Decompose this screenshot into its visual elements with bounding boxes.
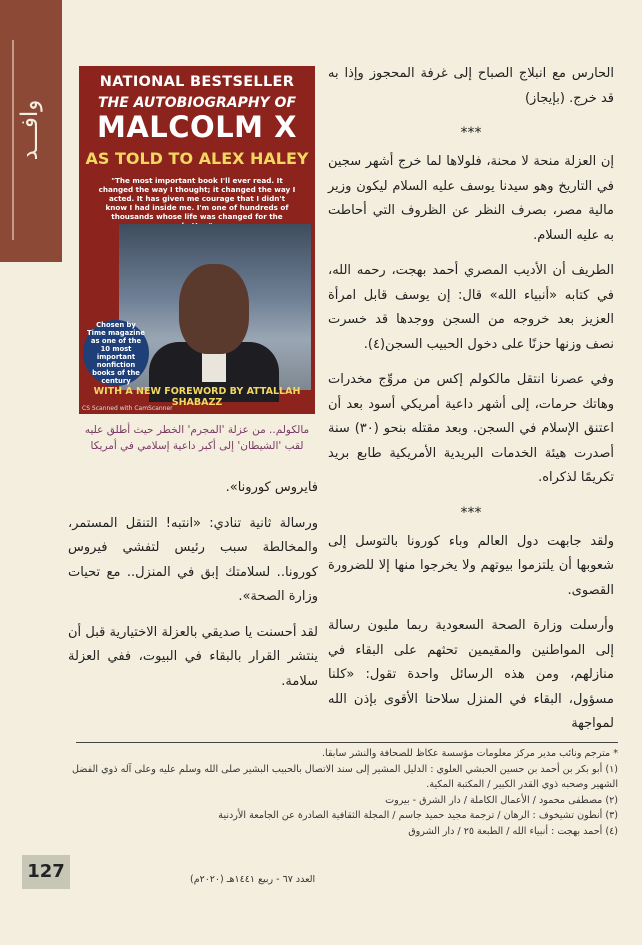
paragraph: وأرسلت وزارة الصحة السعودية ربما مليون رسالة إلى المواطنين والمقيمين تحثهم على البقاء في منازلهم، ومن هذه الرسائل واحدة تقول: «كلنا مسؤول، البقاء في المنزل سلاحنا الأقوى بإذن الله لمواجهة: [328, 618, 614, 731]
footnote-divider: [76, 742, 618, 743]
right-column: [328, 62, 614, 748]
paragraph: ورسالة ثانية تنادي: «انتبه! التنقل المستمر، والمخالطة سبب رئيس لتفشي فيروس كورونا.. لسلامتك إبق في المنزل.. مع تحيات وزارة الصحة».: [68, 515, 318, 604]
section-separator: ***: [460, 504, 482, 521]
paragraph: الحارس مع انبلاج الصباح إلى غرفة المحجوز وإذا به قد خرج. (بإيجاز): [328, 66, 614, 106]
footnotes: [72, 746, 618, 839]
photo-face: [179, 264, 249, 354]
footnote: (٤) أحمد بهجت : أنبياء الله / الطبعة ٢٥ / دار الشروق: [408, 825, 618, 837]
book-cover-bestseller: NATIONAL BESTSELLER: [99, 74, 295, 90]
section-tab: [0, 0, 62, 262]
book-cover-photo: [119, 224, 311, 390]
issue-info: العدد ٦٧ - ربيع ١٤٤١هـ (٢٠٢٠م): [190, 874, 316, 885]
book-cover-image: [79, 66, 315, 414]
book-cover-foreword: WITH A NEW FOREWORD BY ATTALLAH SHABAZZ: [93, 386, 301, 408]
paragraph: إن العزلة منحة لا محنة، فلولاها لما خرج أشهر سجين في التاريخ وهو سيدنا يوسف عليه السلام ليكون وزير مالية مصر، بصرف النظر عن الظروف التي أحاطت به عليه السلام.: [328, 154, 614, 243]
left-column: [68, 476, 318, 705]
section-separator: ***: [460, 125, 482, 141]
paragraph: وفي عصرنا انتقل مالكولم إكس من مروِّج مخدرات وهاتك حرمات، إلى أشهر داعية أمريكي أسود بعد أن اعتنق الإسلام في السجن. وبعد مقتله بنحو (٣٠) سنة أصدرت هيئة الخدمات البريدية الأمريكية طابع بريد تكريمًا لذكراه.: [328, 372, 614, 485]
book-cover-badge: Chosen by Time magazine as one of the 10 most important nonfiction books of the century: [83, 320, 149, 386]
footnote: (٣) أنطون تشيخوف : الرهان / ترجمة مجيد حميد جاسم / المجلة الثقافية الصادرة عن الجامعة الأردنية: [218, 810, 618, 821]
paragraph: لقد أحسنت يا صديقي بالعزلة الاختيارية قبل أن ينتشر القرار بالبقاء في البيوت، ففي العزلة سلامة.: [68, 624, 318, 689]
image-caption: مالكولم.. من عزلة 'المجرم' الخطر حيث أطلق عليه لقب 'الشيطان' إلى أكبر داعية إسلامي في أمريكا: [84, 424, 310, 452]
section-tab-label: وافـــد: [17, 99, 43, 161]
footnote: (١) أبو بكر بن أحمد بن حسين الحبشي العلوي : الدليل المشير إلى سند الاتصال بالحبيب البشير صلى الله وسلم عليه وعلى آله ذوي الفضل الشهير وصحبه ذوي القدر الكبير / المكتبة المكية.: [72, 763, 618, 790]
book-cover-title: MALCOLM X: [96, 110, 297, 144]
book-cover-quote: "The most important book I'll ever read. It changed the way I thought; it changed the way I acted. It has given me courage that I didn't know I had inside me. I'm one of hundreds of thousands whose life was changed for the: [98, 176, 296, 221]
paragraph: ولقد جابهت دول العالم وباء كورونا بالتوسل إلى شعوبها أن يلتزموا بيوتهم ولا يخرجوا منها إلا للضرورة القصوى.: [328, 533, 614, 598]
footnote: (٢) مصطفى محمود / الأعمال الكاملة / دار الشرق - بيروت: [385, 794, 618, 806]
page-number: 127: [22, 855, 70, 889]
scanner-watermark: CS Scanned with CamScanner: [82, 405, 173, 412]
paragraph: فايروس كورونا».: [225, 480, 318, 495]
book-cover-author: AS TOLD TO ALEX HALEY: [85, 149, 309, 168]
paragraph: الطريف أن الأديب المصري أحمد بهجت، رحمه الله، في كتابه «أنبياء الله» قال: إن يوسف قابل امرأة العزيز بعد خروجه من السجن ووجدها قد خسرت نصف وزنها حزنًا على دخول الحبيب السجن(٤).: [328, 263, 614, 352]
footnote: * مترجم ونائب مدير مركز معلومات مؤسسة عكاظ للصحافة والنشر سابقا.: [321, 748, 618, 759]
book-cover-subtitle: THE AUTOBIOGRAPHY OF: [97, 95, 297, 111]
